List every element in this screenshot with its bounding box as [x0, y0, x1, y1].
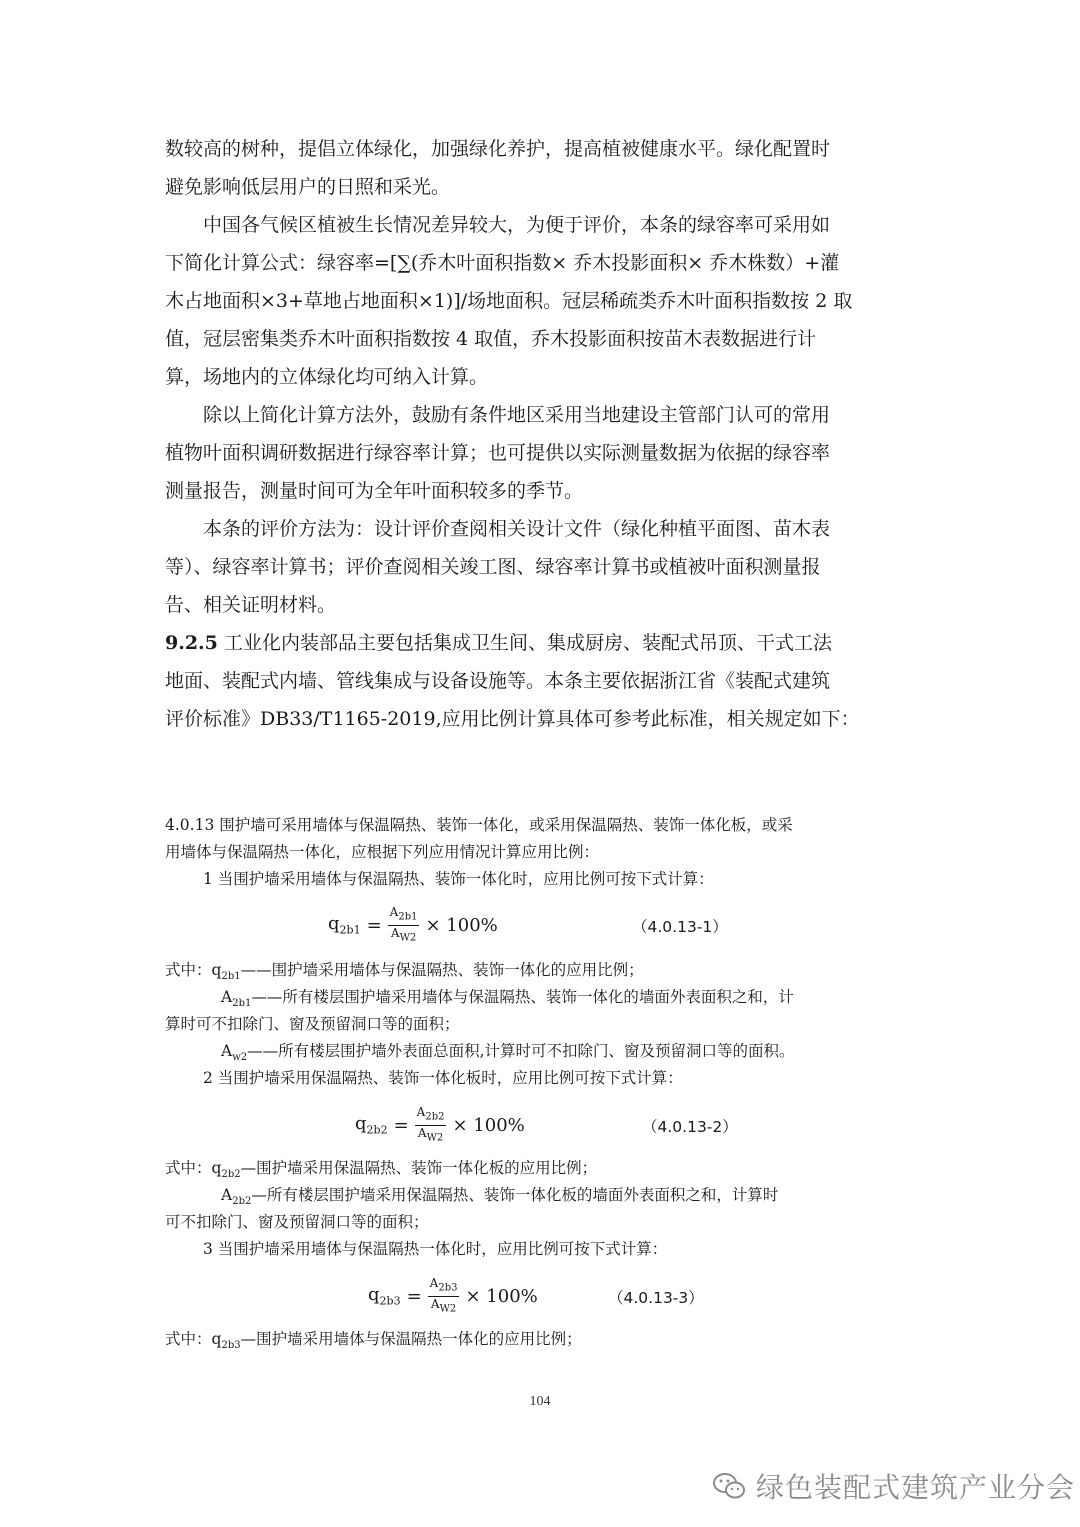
section-text: 工业化内装部品主要包括集成卫生间、集成厨房、装配式吊顶、干式工法	[223, 632, 832, 654]
formula-1	[328, 905, 498, 945]
formula-number: （4.0.13-3）	[608, 1289, 704, 1307]
formula-lhs: $q_{2b1}$	[328, 913, 361, 937]
text-line: 数较高的树种，提倡立体绿化，加强绿化养护，提高植被健康水平。绿化配置时	[165, 138, 831, 160]
text-line: 告、相关证明材料。	[165, 594, 337, 616]
formula-lhs: $q_{2b2}$	[355, 1113, 388, 1137]
formula-equals: =	[393, 1114, 409, 1136]
text-line: 木占地面积×3+草地占地面积×1)]/场地面积。冠层稀疏类乔木叶面积指数按 2 取	[165, 290, 853, 312]
body-text-block	[165, 130, 917, 738]
quote-line: 用墙体与保温隔热一体化，应根据下列应用情况计算应用比例：	[165, 843, 600, 861]
definition-line: 算时可不扣除门、窗及预留洞口等的面积；	[165, 1015, 460, 1033]
quote-line: 3 当围护墙采用墙体与保温隔热一体化时，应用比例可按下式计算：	[203, 1240, 668, 1258]
formula-lhs: $q_{2b3}$	[368, 1284, 401, 1308]
text-line: 值，冠层密集类乔木叶面积指数按 4 取值，乔木投影面积按苗木表数据进行计	[165, 328, 817, 350]
formula-equals: =	[406, 1285, 422, 1307]
text-line: 植物叶面积调研数据进行绿容率计算；也可提供以实际测量数据为依据的绿容率	[165, 442, 831, 464]
text-line: 下简化计算公式：绿容率=[∑(乔木叶面积指数× 乔木投影面积× 乔木株数）+灌	[165, 252, 840, 274]
quote-block-1	[165, 812, 925, 893]
formula-fraction: $\frac{A_{2b3}}{A_{W2}}$	[429, 1276, 458, 1314]
definition-line: $A_{w2}——$所有楼层围护墙外表面总面积,计算时可不扣除门、窗及预留洞口等的面积。	[221, 1042, 795, 1064]
definition-line: 式中：$q_{2b1}——$围护墙采用墙体与保温隔热、装饰一体化的应用比例；	[165, 961, 644, 983]
section-line	[165, 624, 917, 662]
wechat-icon	[712, 1471, 746, 1501]
formula-fraction: $\frac{A_{2b1}}{A_{W2}}$	[389, 905, 418, 943]
section-number: 9.2.5	[165, 632, 218, 654]
formula-3	[368, 1276, 538, 1316]
quote-line: 4.0.13 围护墙可采用墙体与保温隔热、装饰一体化，或采用保温隔热、装饰一体化板，或采	[165, 816, 793, 834]
text-line: 中国各气候区植被生长情况差异较大，为便于评价，本条的绿容率可采用如	[203, 214, 831, 236]
text-line: 本条的评价方法为：设计评价查阅相关设计文件（绿化种植平面图、苗木表	[203, 518, 831, 540]
text-line: 测量报告，测量时间可为全年叶面积较多的季节。	[165, 480, 584, 502]
watermark	[712, 1466, 1075, 1506]
definition-line: 可不扣除门、窗及预留洞口等的面积；	[165, 1213, 429, 1231]
text-line: 避免影响低层用户的日照和采光。	[165, 176, 451, 198]
page-number: 104	[529, 1394, 551, 1409]
watermark-text: 绿色装配式建筑产业分会	[756, 1471, 1076, 1504]
definition-line: 式中：$q_{2b3}—$围护墙采用墙体与保温隔热一体化的应用比例；	[165, 1330, 582, 1352]
formula-2	[355, 1105, 525, 1145]
definition-line: $A_{2b2}—$所有楼层围护墙采用保温隔热、装饰一体化板的墙面外表面积之和，计算时	[221, 1186, 779, 1208]
formula-tail: × 100%	[425, 914, 498, 936]
formula-equals: =	[366, 914, 382, 936]
formula-number: （4.0.13-2）	[642, 1118, 738, 1136]
text-line: 算，场地内的立体绿化均可纳入计算。	[165, 366, 489, 388]
definition-line: $A_{2b1}——$所有楼层围护墙采用墙体与保温隔热、装饰一体化的墙面外表面积之和，计	[221, 988, 794, 1010]
text-line: 地面、装配式内墙、管线集成与设备设施等。本条主要依据浙江省《装配式建筑	[165, 670, 831, 692]
quote-block-3	[165, 1155, 925, 1263]
quote-line: 2 当围护墙采用保温隔热、装饰一体化板时，应用比例可按下式计算：	[203, 1069, 683, 1087]
quote-block-2	[165, 957, 925, 1092]
formula-tail: × 100%	[452, 1114, 525, 1136]
formula-number: （4.0.13-1）	[632, 918, 728, 936]
definition-line: 式中：$q_{2b2}—$围护墙采用保温隔热、装饰一体化板的应用比例；	[165, 1159, 598, 1181]
formula-tail: × 100%	[465, 1285, 538, 1307]
text-line: 评价标准》DB33/T1165-2019,应用比例计算具体可参考此标准，相关规定如下：	[165, 708, 860, 730]
text-line: 等）、绿容率计算书；评价查阅相关竣工图、绿容率计算书或植被叶面积测量报	[165, 556, 821, 578]
formula-fraction: $\frac{A_{2b2}}{A_{W2}}$	[416, 1105, 445, 1143]
quote-block-4	[165, 1326, 925, 1353]
quote-line: 1 当围护墙采用墙体与保温隔热、装饰一体化时，应用比例可按下式计算：	[203, 870, 714, 888]
text-line: 除以上简化计算方法外，鼓励有条件地区采用当地建设主管部门认可的常用	[203, 404, 831, 426]
